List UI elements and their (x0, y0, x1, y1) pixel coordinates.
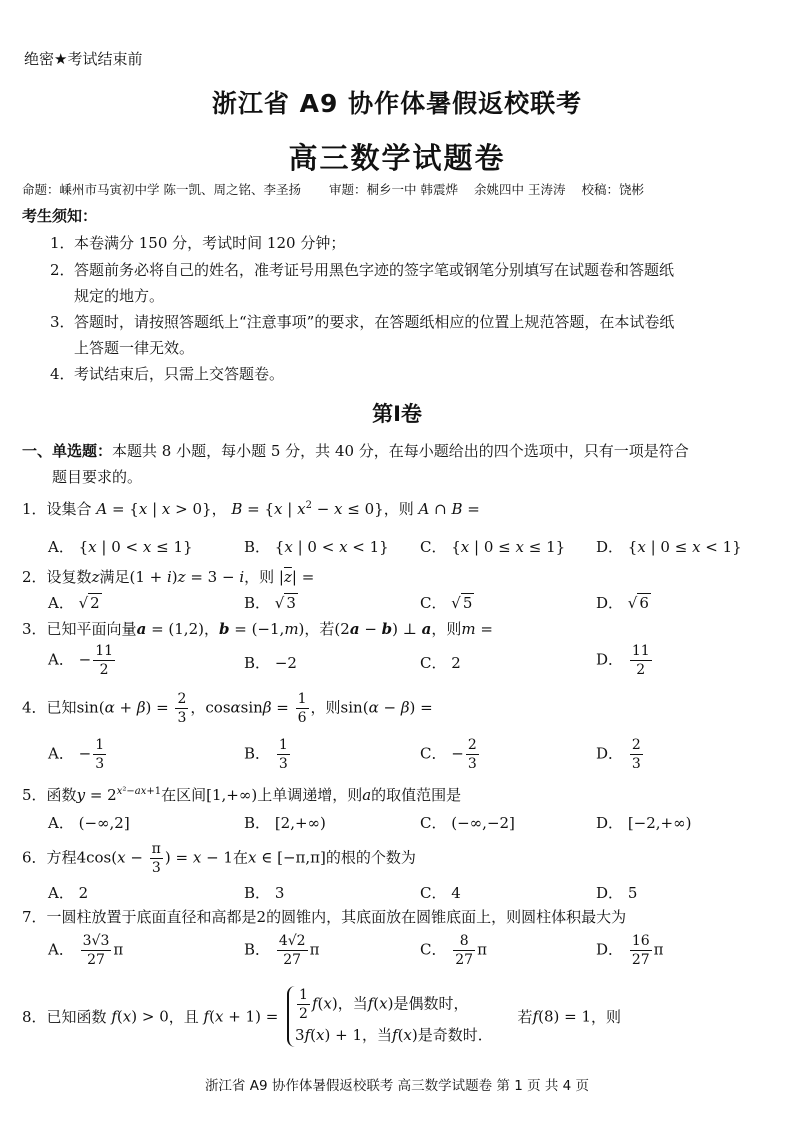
q2-option-d[interactable]: D． √ 6 (596, 594, 649, 612)
page-footer: 浙江省 A9 协作体暑假返校联考 高三数学试题卷 第 1 页 共 4 页 (204, 1078, 590, 1094)
question-1: 1．设集合 A = {x | x > 0}， B = {x | $x^2 - x \le 0$}，则 A ∩ B = (22, 500, 480, 518)
q5-option-a[interactable]: A． (−∞,2] (48, 814, 130, 832)
q7-option-b[interactable]: B． $\frac{4√2}{27}$ π (244, 933, 320, 968)
q1-option-b[interactable]: B． {x | 0 < x < 1} (244, 538, 389, 556)
q4-option-d[interactable]: D． $\frac{2}{3}$ (596, 737, 641, 772)
reviewers-1: 桐乡一中 韩震烨 (366, 182, 458, 197)
notice-item-3: 3．答题时，请按照答题纸上“注意事项”的要求，在答题纸相应的位置上规范答题，在本试卷纸 上答题一律无效。 (50, 313, 675, 357)
q4-option-c[interactable]: C． − $\frac{2}{3}$ (420, 737, 477, 772)
q7-option-d[interactable]: D． $\frac{16}{27}$ π (596, 933, 664, 968)
question-3: 3．已知平面向量a = (1,2)，b = (−1,m)，若(2a − b) ⊥ a，则m = (22, 620, 493, 638)
q3-option-c[interactable]: C． 2 (420, 654, 461, 672)
q6-option-c[interactable]: C． 4 (420, 884, 461, 902)
proofreader: 饶彬 (619, 182, 645, 197)
q1-option-c[interactable]: C． {x | 0 ≤ x ≤ 1} (420, 538, 566, 556)
q7-option-a[interactable]: A． $\frac{3√3}{27}$ π (48, 933, 124, 968)
exam-subtitle: 高三数学试题卷 (288, 141, 506, 175)
q5-option-b[interactable]: B． [2,+∞) (244, 814, 326, 832)
q2-option-b[interactable]: B． √ 3 (244, 594, 296, 612)
question-3-options (0, 642, 794, 686)
question-5-options (0, 812, 794, 836)
confidential-mark: 绝密★考试结束前 (24, 50, 143, 68)
question-1-options (0, 536, 794, 560)
notice-item-1: 1．本卷满分 150 分，考试时间 120 分钟； (50, 234, 346, 252)
exam-title: 浙江省 A9 协作体暑假返校联考 (211, 89, 583, 118)
q5-option-c[interactable]: C． (−∞,−2] (420, 814, 515, 832)
question-2: 2．设复数z满足(1 + i)z = 3 − i，则 $|\overline{z}|$ = (22, 568, 315, 586)
proposers: 嵊州市马寅初中学 陈一凯、周之铭、李圣扬 (59, 182, 301, 197)
proofreader-label: 校稿： (581, 182, 619, 197)
question-6-options (0, 882, 794, 906)
notice-item-4: 4．考试结束后，只需上交答题卷。 (50, 365, 285, 383)
question-7: 7．一圆柱放置于底面直径和高都是2的圆锥内，其底面放在圆锥底面上，则圆柱体积最大为 (22, 908, 627, 926)
q4-option-b[interactable]: B． $\frac{1}{3}$ (244, 737, 288, 772)
proposers-label: 命题： (22, 182, 60, 197)
question-4-options (0, 736, 794, 780)
q1-option-d[interactable]: D． {x | 0 ≤ x < 1} (596, 538, 742, 556)
part-title: 第Ⅰ卷 (372, 402, 422, 426)
q2-option-a[interactable]: A． √ 2 (48, 594, 100, 612)
q2-option-c[interactable]: C． √ 5 (420, 594, 473, 612)
question-4: 4．已知sin(α + β) = $\frac{2}{3}$ ，cosαsinβ = $\frac{1}{6}$ ，则sin(α − β) = (22, 691, 433, 726)
question-7-options (0, 932, 794, 976)
q6-option-b[interactable]: B． 3 (244, 884, 285, 902)
q3-option-d[interactable]: D． $\frac{11}{2}$ (596, 643, 650, 678)
q7-option-c[interactable]: C． $\frac{8}{27}$ π (420, 933, 487, 968)
q5-option-d[interactable]: D． [−2,+∞) (596, 814, 692, 832)
question-5: 5．函数$y = 2^{x^2-ax+1}$在区间[1,+∞)上单调递增，则a的取值范围是 (22, 786, 462, 804)
q1-option-a[interactable]: A． {x | 0 < x ≤ 1} (48, 538, 193, 556)
question-2-options (0, 592, 794, 616)
question-8: 8．已知函数 f(x) > 0，且 f(x + 1) = $\frac{1}{2}$ f(x)，当f(x)是偶数时， 3f(x) + 1，当f(x)是奇数时． 若f(8) = 1，则 (22, 986, 782, 1047)
notice-item-2: 2．答题前务必将自己的姓名，准考证号用黑色字迹的签字笔或钢笔分别填写在试题卷和答题纸 规定的地方。 (50, 261, 675, 305)
q4-option-a[interactable]: A． − $\frac{1}{3}$ (48, 737, 105, 772)
question-6: 6．方程4cos(x − $\frac{\pi}{3}$ ) = x − 1在x ∈ [−π,π]的根的个数为 (22, 841, 416, 876)
reviewers-2: 余姚四中 王涛涛 (474, 182, 566, 197)
q3-option-b[interactable]: B． −2 (244, 654, 297, 672)
q6-option-a[interactable]: A． 2 (48, 884, 89, 902)
section-heading: 一、单选题：本题共 8 小题，每小题 5 分，共 40 分，在每小题给出的四个选项中，只有一项是符合 题目要求的。 (22, 442, 689, 486)
notice-heading: 考生须知： (22, 207, 98, 225)
piecewise-definition: $\frac{1}{2}$ f(x)，当f(x)是偶数时， 3f(x) + 1，当f(x)是奇数时． (287, 986, 493, 1047)
credits-line (22, 180, 644, 198)
q6-option-d[interactable]: D． 5 (596, 884, 638, 902)
q3-option-a[interactable]: A． − $\frac{11}{2}$ (48, 643, 114, 678)
reviewers-label: 审题： (329, 182, 367, 197)
